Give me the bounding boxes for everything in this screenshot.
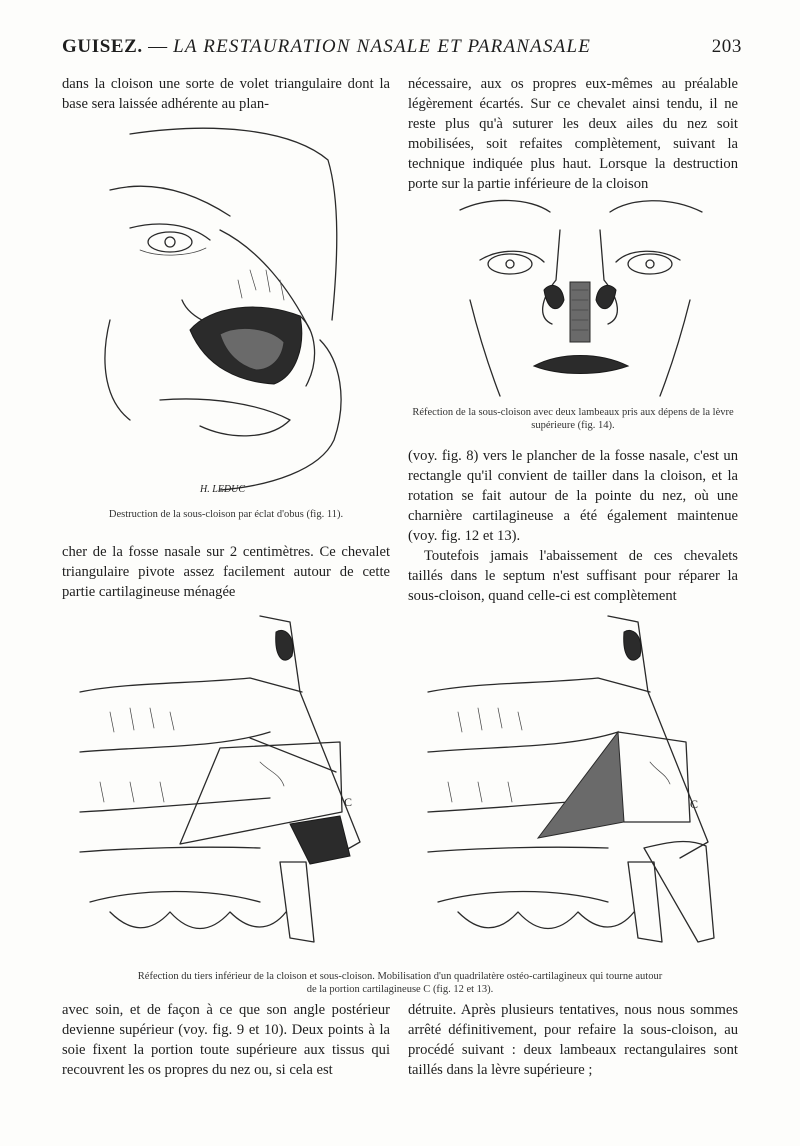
figure-13-illustration xyxy=(418,612,738,962)
header-dash: — xyxy=(148,36,168,57)
running-head xyxy=(62,36,742,62)
paragraph: dans la cloison une sorte de volet triangulaire dont la base sera laissée adhérente au plan- xyxy=(62,76,390,112)
paragraph: avec soin, et de façon à ce que son angle postérieur devienne supérieur (voy. fig. 9 et 10). Deux points à la soie fixent la portion toute supérieure aux tissus qui recouvrent les os propres du nez ou, si cela est xyxy=(62,1002,390,1078)
paragraph: détruite. Après plusieurs tentatives, nous nous sommes arrêté définitivement, pour refaire la sous-cloison, au procédé suivant : deux lambeaux rectangulaires sont taillés dans la lèvre supérieure ; xyxy=(408,1002,738,1078)
figure-14-caption: Réfection de la sous-cloison avec deux lambeaux pris aux dépens de la lèvre supérieure (fig. 14). xyxy=(412,407,734,431)
paragraph: Toutefois jamais l'abaissement de ces chevalets taillés dans le septum n'est suffisant pour réparer la sous-cloison, quand celle-ci est complètement xyxy=(408,548,738,604)
figure-13-label-c: C xyxy=(690,797,699,811)
header-author: GUISEZ. xyxy=(62,36,143,57)
figure-11-signature: H. LEDUC xyxy=(200,484,246,495)
figure-12-label-c: C xyxy=(344,795,353,809)
left-column-mid xyxy=(62,542,390,602)
figure-11-illustration xyxy=(70,120,390,502)
right-column-bottom xyxy=(408,1000,738,1080)
left-column-top xyxy=(62,74,390,114)
left-column-bottom xyxy=(62,1000,390,1080)
right-column-mid xyxy=(408,446,738,606)
caption-line: de la portion cartilagineuse C (fig. 12 et 13). xyxy=(306,984,494,995)
page-number: 203 xyxy=(711,36,742,57)
paragraph: cher de la fosse nasale sur 2 centimètres. Ce chevalet triangulaire pivote assez facilement autour de cette partie cartilagineuse ménagée xyxy=(62,544,390,600)
figure-14-illustration xyxy=(440,190,720,400)
header-title: LA RESTAURATION NASALE ET PARANASALE xyxy=(173,36,592,57)
right-column-top xyxy=(408,74,738,194)
figure-11-caption: Destruction de la sous-cloison par éclat d'obus (fig. 11). xyxy=(108,509,344,520)
caption-line: Réfection du tiers inférieur de la cloison et sous-cloison. Mobilisation d'un quadrilatère ostéo-cartilagineux qui tourne autour xyxy=(137,971,663,982)
figure-12-13-caption xyxy=(62,970,738,996)
paragraph: nécessaire, aux os propres eux-mêmes au préalable légèrement écartés. Sur ce chevalet ainsi tendu, il ne reste plus qu'à suturer les deux ailes du nez soit mobilisées, soit refaites complètement, suivant la technique indiquée plus haut. Lorsque la destruction porte sur la partie inférieure de la cloison xyxy=(408,76,738,192)
figure-12-illustration xyxy=(70,612,390,962)
paragraph: (voy. fig. 8) vers le plancher de la fosse nasale, c'est un rectangle qu'il convient de tailler dans la cloison, et la rotation se fait autour de la pointe du nez, où une charnière cartilagineuse a été également maintenue (voy. fig. 12 et 13). xyxy=(408,448,738,544)
